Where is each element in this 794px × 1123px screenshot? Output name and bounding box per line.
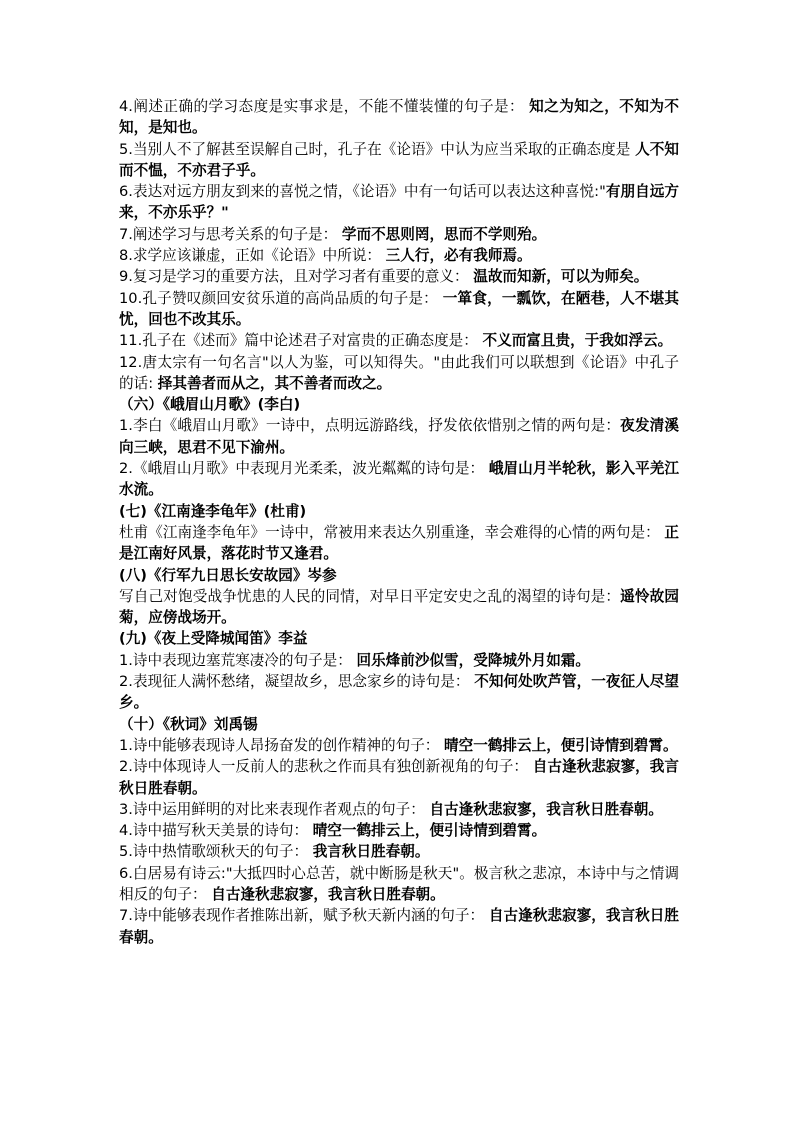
question-text: 6.白居易有诗云:"大抵四时心总苦，就中断肠是秋天"。极言秋之悲凉，本诗中与之情调相反的句子：	[119, 864, 679, 903]
section-heading-6: （六）《峨眉山月歌》(李白)	[119, 396, 301, 414]
answer-text: 人不知而不愠，不亦君子乎。	[119, 140, 679, 179]
answer-text: 我言秋日胜春朝。	[312, 843, 430, 861]
question-text: 7.诗中能够表现作者推陈出新，赋予秋天新内涵的句子：	[119, 907, 485, 925]
answer-text: 自古逢秋悲寂寥，我言秋日胜春朝。	[429, 800, 663, 818]
question-text: 1.诗中能够表现诗人昂扬奋发的创作精神的句子：	[119, 736, 440, 754]
answer-text: 正是江南好风景，落花时节又逢君。	[119, 523, 679, 563]
question-text: 2.表现征人满怀愁绪，凝望故乡，思念家乡的诗句是：	[119, 673, 470, 691]
answer-text: 学而不思则罔，思而不学则殆。	[341, 225, 547, 243]
answer-text: 三人行，必有我师焉。	[385, 247, 532, 265]
question-6	[119, 181, 679, 224]
question-text: 7.阐述学习与思考关系的句子是：	[119, 225, 338, 243]
question-text: 5.诗中热情歌颂秋天的句子：	[119, 843, 309, 861]
question-text: 11.孔子在《述而》篇中论述君子对富贵的正确态度是：	[119, 332, 478, 350]
question-text: 4.诗中描写秋天美景的诗句：	[119, 822, 309, 840]
answer-text: 峨眉山月半轮秋，影入平羌江水流。	[119, 460, 679, 499]
question-text: 4.阐述正确的学习态度是实事求是，不能不懂装懂的句子是：	[119, 98, 525, 115]
question-10-1	[119, 735, 679, 756]
question-12	[119, 352, 679, 395]
question-9-2	[119, 671, 679, 714]
question-text: 1.李白《峨眉山月歌》一诗中，点明远游路线，抒发依依惜别之情的两句是：	[119, 417, 621, 435]
answer-text: 晴空一鹤排云上，便引诗情到碧霄。	[312, 822, 547, 840]
answer-text: 温故而知新，可以为师矣。	[473, 268, 649, 286]
answer-text: 自古逢秋悲寂寥，我言秋日胜春朝。	[211, 885, 445, 903]
answer-text: 自古逢秋悲寂寥，我言秋日胜春朝。	[119, 907, 679, 946]
answer-text: 不知何处吹芦管，一夜征人尽望乡。	[119, 673, 679, 712]
question-6-1	[119, 415, 679, 458]
question-7-1	[119, 522, 679, 565]
question-9	[119, 266, 679, 287]
question-10-3	[119, 799, 679, 820]
question-9-1	[119, 650, 679, 671]
section-heading-10: （十）《秋词》刘禹锡	[119, 715, 258, 733]
question-text: 6.表达对远方朋友到来的喜悦之情，《论语》中有一句话可以表达这种喜悦:"	[119, 183, 606, 201]
question-text: 5.当别人不了解甚至误解自己时，孔子在《论语》中认为应当采取的正确态度是	[119, 140, 631, 158]
question-text: 8.求学应该谦虚，正如《论语》中所说：	[119, 247, 382, 265]
answer-text: 择其善者而从之，其不善者而改之。	[157, 374, 392, 392]
document-body	[119, 96, 679, 948]
answer-text: 回乐烽前沙似雪，受降城外月如霜。	[356, 651, 590, 669]
answer-text: 遥怜故园菊，应傍战场开。	[119, 587, 679, 627]
section-heading-7: (七)《江南逢李龟年》(杜甫)	[119, 502, 307, 520]
answer-text: 一箪食，一瓢饮，在陋巷，人不堪其忧，回也不改其乐。	[119, 289, 679, 328]
question-10-7	[119, 905, 679, 948]
question-6-2	[119, 458, 679, 501]
question-text: 1.诗中表现边塞荒寒凄冷的句子是：	[119, 651, 352, 669]
question-7	[119, 224, 679, 245]
question-text: 杜甫《江南逢李龟年》一诗中，常被用来表达久别重逢，幸会难得的心情的两句是：	[119, 523, 660, 541]
question-text: 2.诗中体现诗人一反前人的悲秋之作而具有独创新视角的句子：	[119, 758, 529, 776]
answer-text: 夜发清溪向三峡，思君不见下渝州。	[119, 417, 679, 456]
question-11	[119, 330, 679, 351]
section-heading-9: (九)《夜上受降城闻笛》李益	[119, 630, 308, 648]
question-10	[119, 288, 679, 331]
question-text: 2.《峨眉山月歌》中表现月光柔柔，波光粼粼的诗句是：	[119, 460, 485, 478]
question-8	[119, 245, 679, 266]
question-text: 3.诗中运用鲜明的对比来表现作者观点的句子：	[119, 800, 425, 818]
answer-text: 知之为知之，不知为不知，是知也。	[119, 98, 679, 137]
answer-text: 有朋自远方来，不亦乐乎？"	[119, 183, 679, 222]
question-text: 10.孔子赞叹颜回安贫乐道的高尚品质的句子是：	[119, 289, 438, 307]
question-10-2	[119, 756, 679, 799]
question-4	[119, 96, 679, 139]
answer-text: 晴空一鹤排云上，便引诗情到碧霄。	[444, 736, 678, 754]
question-10-6	[119, 863, 679, 906]
section-heading-8: (八)《行军九日思长安故园》岑参	[119, 566, 337, 584]
question-10-4	[119, 820, 679, 841]
question-text: 12.唐太宗有一句名言"以人为鉴，可以知得失。"由此我们可以联想到《论语》中孔子的话:	[119, 353, 679, 392]
question-10-5	[119, 841, 679, 862]
answer-text: 自古逢秋悲寂寥，我言秋日胜春朝。	[119, 758, 679, 797]
question-8-1	[119, 586, 679, 629]
question-text: 写自己对饱受战争忧患的人民的同情，对早日平定安史之乱的渴望的诗句是：	[119, 587, 621, 605]
question-text: 9.复习是学习的重要方法，且对学习者有重要的意义：	[119, 268, 469, 286]
question-5	[119, 139, 679, 182]
answer-text: 不义而富且贵，于我如浮云。	[482, 332, 673, 350]
